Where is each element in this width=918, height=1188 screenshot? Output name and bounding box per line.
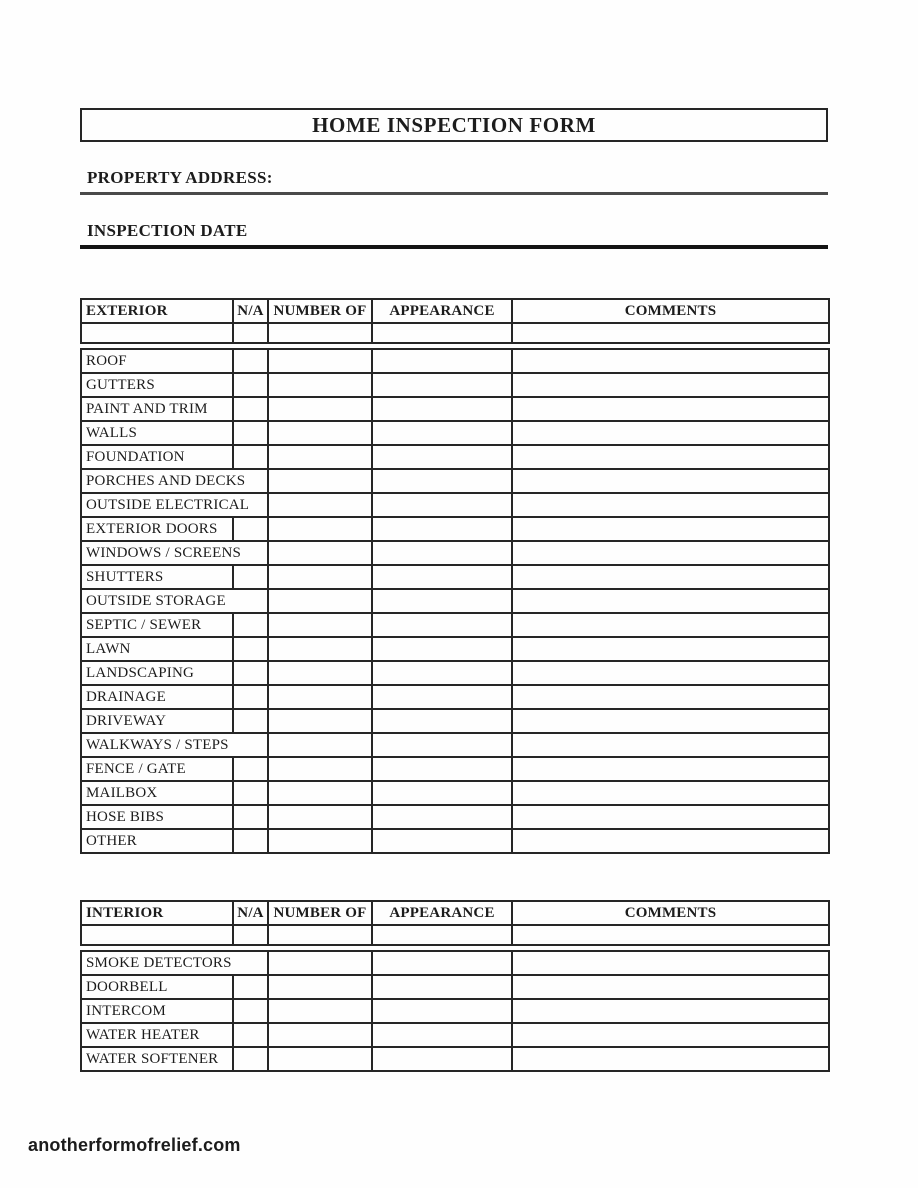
blank-cell (233, 925, 268, 945)
appearance-cell (372, 637, 512, 661)
comments-cell (512, 541, 829, 565)
comments-cell (512, 975, 829, 999)
blank-cell (372, 323, 512, 343)
comments-cell (512, 709, 829, 733)
comments-cell (512, 805, 829, 829)
number-of-cell (268, 661, 372, 685)
appearance-cell (372, 661, 512, 685)
table-header (80, 298, 830, 344)
row-label-cell: LAWN (81, 637, 233, 661)
na-cell (233, 613, 268, 637)
comments-cell (512, 517, 829, 541)
appearance-cell (372, 685, 512, 709)
number-of-cell (268, 445, 372, 469)
table-header (80, 900, 830, 946)
na-cell (233, 421, 268, 445)
na-cell (233, 397, 268, 421)
number-of-cell (268, 469, 372, 493)
appearance-cell (372, 565, 512, 589)
na-cell (233, 1047, 268, 1071)
comments-cell (512, 661, 829, 685)
table-row (81, 349, 829, 373)
appearance-cell (372, 951, 512, 975)
comments-cell (512, 685, 829, 709)
blank-cell (81, 925, 233, 945)
row-label-cell: FOUNDATION (81, 445, 233, 469)
property-address-label: PROPERTY ADDRESS: (87, 168, 273, 187)
number-of-cell (268, 349, 372, 373)
appearance-cell (372, 373, 512, 397)
row-label-cell: SEPTIC / SEWER (81, 613, 233, 637)
table-row (81, 1047, 829, 1071)
appearance-cell (372, 999, 512, 1023)
number-of-cell (268, 975, 372, 999)
comments-cell (512, 733, 829, 757)
table-row (81, 397, 829, 421)
comments-cell (512, 757, 829, 781)
appearance-cell (372, 613, 512, 637)
website-watermark: anotherformofrelief.com (28, 1135, 241, 1155)
form-title: HOME INSPECTION FORM (312, 112, 596, 137)
row-label-cell: SHUTTERS (81, 565, 233, 589)
comments-cell (512, 999, 829, 1023)
form-title-box (80, 108, 828, 142)
header-cell: APPEARANCE (372, 901, 512, 925)
property-address-field (80, 168, 828, 195)
row-label-cell: WATER HEATER (81, 1023, 233, 1047)
table-row (81, 517, 829, 541)
na-cell (233, 685, 268, 709)
number-of-cell (268, 781, 372, 805)
number-of-cell (268, 685, 372, 709)
number-of-cell (268, 709, 372, 733)
row-label-cell: SMOKE DETECTORS (81, 951, 268, 975)
inspection-date-label: INSPECTION DATE (87, 221, 248, 240)
na-cell (233, 565, 268, 589)
blank-cell (512, 925, 829, 945)
header-cell: NUMBER OF (268, 901, 372, 925)
appearance-cell (372, 757, 512, 781)
table-row (81, 541, 829, 565)
table-row (81, 999, 829, 1023)
row-label-cell: MAILBOX (81, 781, 233, 805)
comments-cell (512, 349, 829, 373)
number-of-cell (268, 589, 372, 613)
row-label-cell: WINDOWS / SCREENS (81, 541, 268, 565)
number-of-cell (268, 493, 372, 517)
na-cell (233, 637, 268, 661)
header-row (81, 299, 829, 323)
number-of-cell (268, 517, 372, 541)
table-row (81, 493, 829, 517)
comments-cell (512, 613, 829, 637)
na-cell (233, 445, 268, 469)
appearance-cell (372, 349, 512, 373)
table-row (81, 565, 829, 589)
comments-cell (512, 397, 829, 421)
appearance-cell (372, 805, 512, 829)
table-row (81, 829, 829, 853)
number-of-cell (268, 757, 372, 781)
number-of-cell (268, 999, 372, 1023)
row-label-cell: DRAINAGE (81, 685, 233, 709)
row-label-cell: OUTSIDE ELECTRICAL (81, 493, 268, 517)
blank-row (81, 323, 829, 343)
exterior-checklist-table (80, 298, 828, 854)
comments-cell (512, 637, 829, 661)
row-label-cell: DOORBELL (81, 975, 233, 999)
number-of-cell (268, 397, 372, 421)
interior-checklist-table (80, 900, 828, 1072)
property-address-blank-line (80, 192, 828, 195)
appearance-cell (372, 781, 512, 805)
blank-cell (233, 323, 268, 343)
number-of-cell (268, 421, 372, 445)
na-cell (233, 373, 268, 397)
table-row (81, 805, 829, 829)
row-label-cell: WALLS (81, 421, 233, 445)
number-of-cell (268, 373, 372, 397)
table-row (81, 637, 829, 661)
footer (28, 1135, 241, 1156)
comments-cell (512, 469, 829, 493)
na-cell (233, 349, 268, 373)
row-label-cell: PAINT AND TRIM (81, 397, 233, 421)
appearance-cell (372, 1023, 512, 1047)
number-of-cell (268, 637, 372, 661)
na-cell (233, 661, 268, 685)
row-label-cell: EXTERIOR DOORS (81, 517, 233, 541)
row-label-cell: ROOF (81, 349, 233, 373)
inspection-date-field (80, 221, 828, 249)
comments-cell (512, 589, 829, 613)
number-of-cell (268, 829, 372, 853)
number-of-cell (268, 613, 372, 637)
header-cell: COMMENTS (512, 901, 829, 925)
header-cell: N/A (233, 299, 268, 323)
row-label-cell: GUTTERS (81, 373, 233, 397)
table-row (81, 589, 829, 613)
number-of-cell (268, 1023, 372, 1047)
row-label-cell: OUTSIDE STORAGE (81, 589, 268, 613)
comments-cell (512, 781, 829, 805)
row-label-cell: FENCE / GATE (81, 757, 233, 781)
row-label-cell: WALKWAYS / STEPS (81, 733, 268, 757)
comments-cell (512, 1023, 829, 1047)
row-label-cell: WATER SOFTENER (81, 1047, 233, 1071)
table-body (80, 348, 830, 854)
table-row (81, 757, 829, 781)
inspection-date-blank-line (80, 245, 828, 249)
header-cell: N/A (233, 901, 268, 925)
comments-cell (512, 829, 829, 853)
appearance-cell (372, 733, 512, 757)
appearance-cell (372, 1047, 512, 1071)
number-of-cell (268, 1047, 372, 1071)
table-row (81, 951, 829, 975)
row-label-cell: OTHER (81, 829, 233, 853)
header-cell: EXTERIOR (81, 299, 233, 323)
table-row (81, 975, 829, 999)
comments-cell (512, 493, 829, 517)
na-cell (233, 975, 268, 999)
na-cell (233, 999, 268, 1023)
appearance-cell (372, 829, 512, 853)
header-row (81, 901, 829, 925)
table-row (81, 613, 829, 637)
table-row (81, 445, 829, 469)
table-row (81, 733, 829, 757)
na-cell (233, 781, 268, 805)
comments-cell (512, 445, 829, 469)
table-row (81, 469, 829, 493)
appearance-cell (372, 421, 512, 445)
table-body (80, 950, 830, 1072)
number-of-cell (268, 805, 372, 829)
number-of-cell (268, 951, 372, 975)
blank-cell (81, 323, 233, 343)
table-row (81, 781, 829, 805)
na-cell (233, 805, 268, 829)
header-cell: INTERIOR (81, 901, 233, 925)
row-label-cell: LANDSCAPING (81, 661, 233, 685)
comments-cell (512, 565, 829, 589)
blank-cell (268, 323, 372, 343)
number-of-cell (268, 565, 372, 589)
na-cell (233, 1023, 268, 1047)
na-cell (233, 757, 268, 781)
row-label-cell: DRIVEWAY (81, 709, 233, 733)
appearance-cell (372, 541, 512, 565)
blank-cell (268, 925, 372, 945)
blank-row (81, 925, 829, 945)
row-label-cell: INTERCOM (81, 999, 233, 1023)
header-cell: APPEARANCE (372, 299, 512, 323)
number-of-cell (268, 541, 372, 565)
comments-cell (512, 421, 829, 445)
table-row (81, 421, 829, 445)
header-cell: NUMBER OF (268, 299, 372, 323)
blank-cell (512, 323, 829, 343)
blank-cell (372, 925, 512, 945)
na-cell (233, 709, 268, 733)
comments-cell (512, 373, 829, 397)
appearance-cell (372, 493, 512, 517)
number-of-cell (268, 733, 372, 757)
appearance-cell (372, 709, 512, 733)
appearance-cell (372, 469, 512, 493)
table-row (81, 1023, 829, 1047)
header-cell: COMMENTS (512, 299, 829, 323)
comments-cell (512, 1047, 829, 1071)
appearance-cell (372, 517, 512, 541)
na-cell (233, 829, 268, 853)
appearance-cell (372, 397, 512, 421)
appearance-cell (372, 445, 512, 469)
table-row (81, 685, 829, 709)
na-cell (233, 517, 268, 541)
table-row (81, 373, 829, 397)
comments-cell (512, 951, 829, 975)
row-label-cell: HOSE BIBS (81, 805, 233, 829)
table-row (81, 661, 829, 685)
appearance-cell (372, 589, 512, 613)
table-row (81, 709, 829, 733)
appearance-cell (372, 975, 512, 999)
row-label-cell: PORCHES AND DECKS (81, 469, 268, 493)
